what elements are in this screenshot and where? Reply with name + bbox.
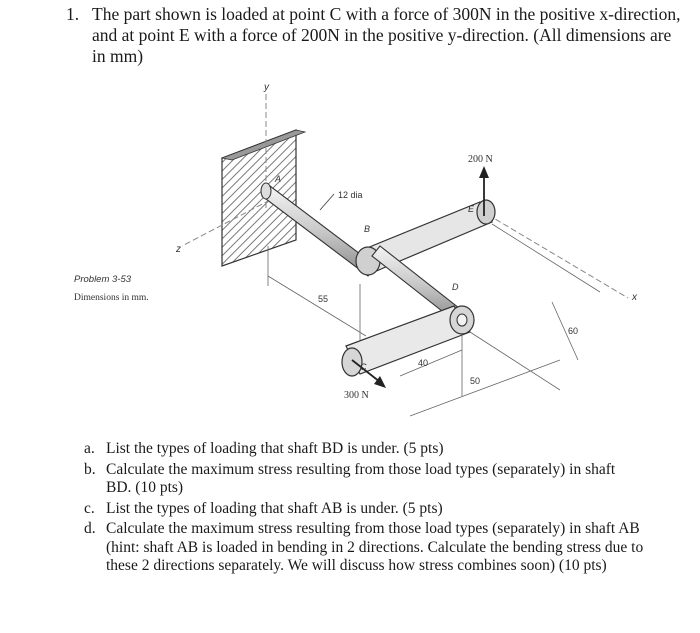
diameter-leader	[320, 194, 334, 210]
question-marker: c.	[84, 499, 95, 517]
question-marker: a.	[84, 440, 95, 457]
dim-60-label: 60	[568, 326, 579, 336]
point-a-label: A	[275, 174, 282, 184]
force-c-label: 300 N	[344, 390, 369, 401]
question-marker: b.	[84, 460, 96, 478]
problem-number: 1.	[66, 4, 80, 24]
z-axis-label: z	[176, 244, 181, 255]
question-text: Calculate the maximum stress resulting from those load types (separately) in shaft AB (hint: shaft AB is loaded in bending in 2 directions. Calculate the bending stress due to these 2 directions separately. We will discuss how stress combines soon) (10 pts)	[106, 520, 644, 574]
question-b	[84, 461, 644, 498]
y-axis-label: y	[264, 82, 269, 93]
arm-be	[356, 200, 495, 275]
point-c-label: C	[360, 362, 367, 372]
problem-label: Problem 3-53	[74, 274, 132, 285]
question-a	[84, 440, 644, 459]
question-d	[84, 520, 644, 576]
dim-40-label: 40	[418, 358, 429, 368]
dim-50-label: 50	[470, 376, 481, 386]
point-e-label: E	[468, 204, 475, 214]
problem-header	[66, 4, 686, 67]
problem-statement: The part shown is loaded at point C with a force of 300N in the positive x-direction, and at point E with a force of 200N in the positive y-direction. (All dimensions are in mm)	[92, 4, 681, 66]
question-list	[84, 440, 644, 578]
x-axis-label: x	[632, 292, 637, 303]
question-c	[84, 500, 644, 519]
point-b-label: B	[364, 224, 371, 234]
shaft-diagram	[0, 70, 700, 435]
diameter-label: 12 dia	[338, 190, 363, 200]
point-d-label: D	[452, 282, 459, 292]
x-axis-line	[480, 210, 628, 298]
figure	[0, 70, 700, 435]
dim-55-label: 55	[318, 294, 329, 304]
question-marker: d.	[84, 520, 96, 537]
question-text: List the types of loading that shaft BD is under. (5 pts)	[106, 440, 444, 457]
dimensions-label: Dimensions in mm.	[74, 293, 149, 303]
question-text: Calculate the maximum stress resulting from those load types (separately) in shaft BD. (10 pts)	[106, 460, 616, 496]
dimension-60	[470, 224, 600, 390]
force-e-label: 200 N	[468, 154, 493, 165]
question-text: List the types of loading that shaft AB is under. (5 pts)	[106, 499, 443, 517]
